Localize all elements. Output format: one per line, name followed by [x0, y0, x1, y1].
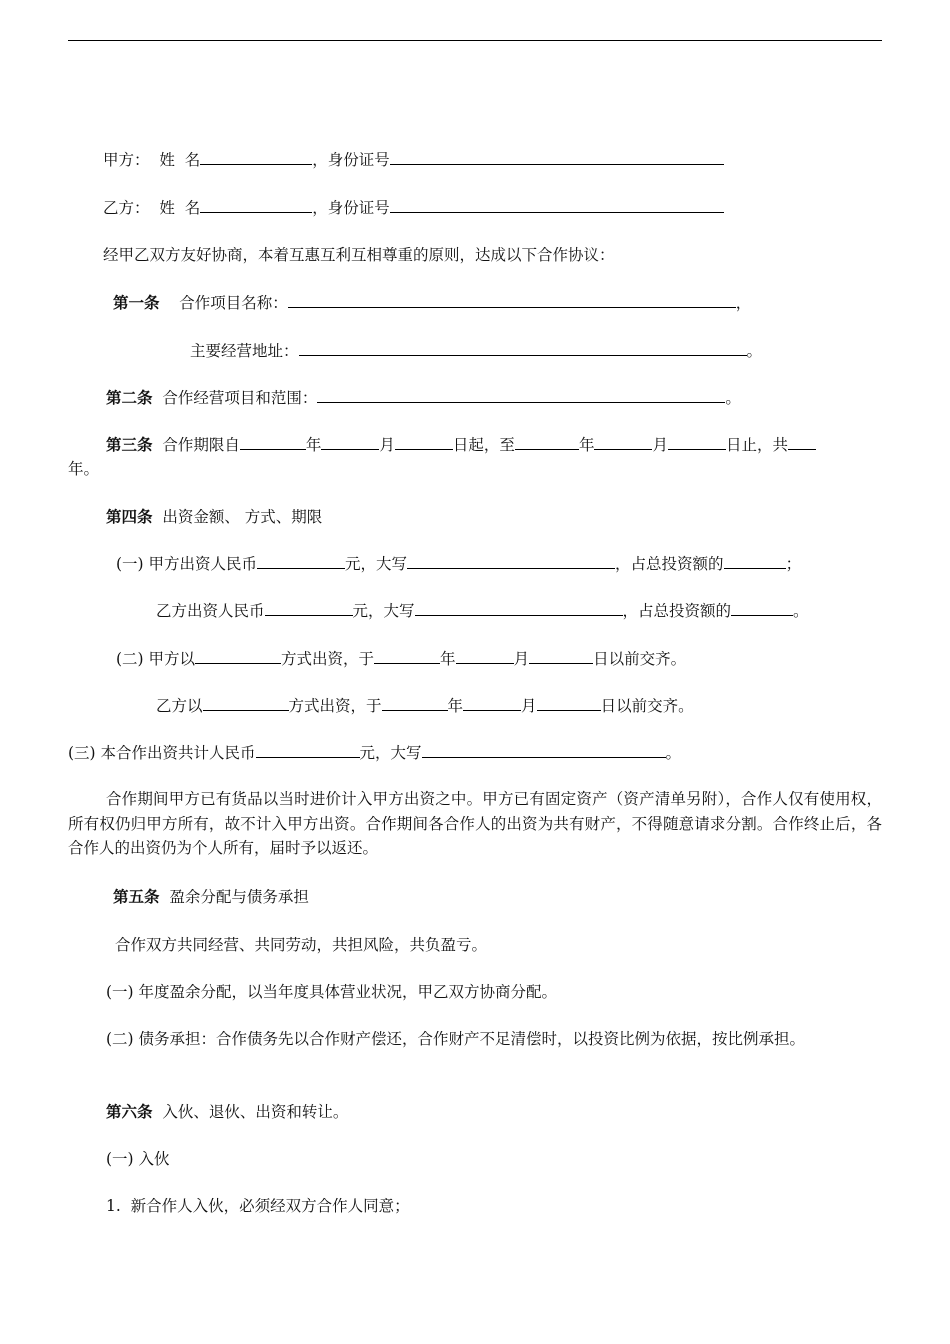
total-row	[68, 742, 681, 764]
article-2-heading: 第二条	[106, 388, 153, 407]
party-b-label: 乙方：	[103, 199, 150, 217]
comma: ，	[735, 294, 752, 312]
article-5-title: 盈余分配与债务承担	[169, 888, 309, 906]
article-4-note: 合作期间甲方已有货品以当时进价计入甲方出资之中。甲方已有固定资产（资产清单另附），合作人仅有使用权，所有权仍归甲方所有，故不计入甲方出资。合作期间各合作人的出资为共有财产，不得随意请求分割。合作终止后，各合作人的出资仍为个人所有，届时予以返还。	[68, 790, 882, 857]
id-label: ，身份证号	[312, 199, 390, 217]
address-row	[190, 340, 762, 362]
term-prefix: 合作期限自	[162, 436, 240, 454]
total-upper-blank[interactable]	[422, 742, 666, 758]
article-6-title: 入伙、退伙、出资和转让。	[162, 1103, 349, 1121]
party-b-id-blank[interactable]	[390, 197, 724, 213]
before-label: 日以前交齐。	[600, 697, 694, 715]
article-6-heading: 第六条	[106, 1102, 153, 1121]
party-a-amount-blank[interactable]	[257, 553, 345, 569]
party-b-cash-row	[156, 600, 809, 622]
article-5-p2: (一) 年度盈余分配，以当年度具体营业状况，甲乙双方协商分配。	[106, 983, 558, 1001]
party-b-amount-blank[interactable]	[265, 600, 353, 616]
name-label: 姓 名	[159, 151, 201, 169]
address-label: 主要经营地址：	[190, 342, 299, 360]
party-b-method-blank[interactable]	[203, 695, 289, 711]
period: 。	[746, 342, 763, 360]
party-a-method-blank[interactable]	[195, 648, 281, 664]
year-label: 年	[578, 436, 595, 454]
party-b-method-label: 乙方以	[156, 697, 203, 715]
article-4-row	[106, 506, 322, 528]
party-a-month-blank[interactable]	[456, 648, 514, 664]
month-label: 月	[521, 697, 537, 715]
party-a-cash-row	[116, 553, 801, 575]
article-3-heading: 第三条	[106, 435, 153, 454]
party-b-row	[103, 197, 724, 219]
party-b-cash-label: 乙方出资人民币	[156, 602, 265, 620]
party-b-method-row	[156, 695, 694, 717]
party-a-year-blank[interactable]	[374, 648, 440, 664]
article-5-p1: 合作双方共同经营、共同劳动，共担风险，共负盈亏。	[115, 936, 488, 954]
party-a-share-blank[interactable]	[724, 553, 786, 569]
before-label: 日以前交齐。	[593, 650, 687, 668]
party-a-method-label: (二) 甲方以	[116, 650, 196, 668]
method-mid-label: 方式出资，于	[281, 650, 375, 668]
share-label: ，占总投资额的	[615, 555, 724, 573]
article-3-wrap: 年。	[68, 460, 100, 478]
article-6-sub1: (一) 入伙	[106, 1150, 170, 1168]
project-name-blank[interactable]	[288, 292, 736, 308]
year-label: 年	[447, 697, 464, 715]
name-label: 姓 名	[159, 199, 201, 217]
article-4-title: 出资金额、 方式、期限	[162, 508, 323, 526]
party-b-month-blank[interactable]	[463, 695, 521, 711]
party-b-name-blank[interactable]	[200, 197, 312, 213]
party-a-row	[103, 149, 724, 171]
total-label: (三) 本合作出资共计人民币	[68, 744, 256, 762]
year-label: 年	[440, 650, 456, 668]
intro-text: 经甲乙双方友好协商，本着互惠互利互相尊重的原则，达成以下合作协议：	[103, 246, 615, 264]
party-a-label: 甲方：	[103, 151, 150, 169]
yuan-upper-label: 元，大写	[352, 602, 415, 620]
total-amount-blank[interactable]	[256, 742, 360, 758]
month-label: 月	[652, 436, 668, 454]
article-5-p3: (二) 债务承担：合作债务先以合作财产偿还，合作财产不足清偿时，以投资比例为依据，按比例承担。	[106, 1030, 806, 1048]
scope-blank[interactable]	[317, 387, 725, 403]
semicolon: ；	[785, 555, 802, 573]
scope-label: 合作经营项目和范围：	[162, 389, 318, 407]
party-a-day-blank[interactable]	[529, 648, 593, 664]
day-end-label: 日止，共	[725, 436, 788, 454]
article-3-row	[106, 434, 816, 456]
start-year-blank[interactable]	[240, 434, 306, 450]
party-b-upper-blank[interactable]	[415, 600, 623, 616]
period: 。	[665, 744, 682, 762]
article-1-row	[113, 292, 751, 314]
period: 。	[793, 602, 809, 620]
article-6-row	[106, 1101, 348, 1123]
article-6-item1: 1. 新合作人入伙，必须经双方合作人同意；	[106, 1197, 410, 1215]
article-4-heading: 第四条	[106, 507, 153, 526]
party-b-day-blank[interactable]	[537, 695, 601, 711]
start-end-label: 日起，至	[452, 436, 515, 454]
month-label: 月	[379, 436, 395, 454]
address-blank[interactable]	[299, 340, 747, 356]
month-label: 月	[513, 650, 530, 668]
end-year-blank[interactable]	[515, 434, 579, 450]
article-2-row	[106, 387, 741, 409]
total-upper-label: 元，大写	[359, 744, 422, 762]
end-month-blank[interactable]	[594, 434, 652, 450]
project-name-label: 合作项目名称：	[179, 294, 288, 312]
party-a-cash-label: (一) 甲方出资人民币	[116, 555, 258, 573]
article-5-row	[113, 886, 309, 908]
end-day-blank[interactable]	[668, 434, 726, 450]
yuan-upper-label: 元，大写	[345, 555, 408, 573]
article-5-heading: 第五条	[113, 887, 160, 906]
total-years-blank[interactable]	[788, 434, 816, 450]
party-a-upper-blank[interactable]	[407, 553, 615, 569]
header-rule	[68, 40, 882, 41]
id-label: ，身份证号	[312, 151, 390, 169]
period: 。	[725, 389, 741, 407]
share-label: ，占总投资额的	[622, 602, 732, 620]
party-b-share-blank[interactable]	[731, 600, 793, 616]
party-a-name-blank[interactable]	[200, 149, 312, 165]
method-mid-label: 方式出资，于	[288, 697, 382, 715]
start-month-blank[interactable]	[321, 434, 379, 450]
start-day-blank[interactable]	[395, 434, 453, 450]
article-1-heading: 第一条	[113, 293, 160, 312]
party-b-year-blank[interactable]	[382, 695, 448, 711]
party-a-method-row	[116, 648, 686, 670]
year-label: 年	[305, 436, 322, 454]
party-a-id-blank[interactable]	[390, 149, 724, 165]
